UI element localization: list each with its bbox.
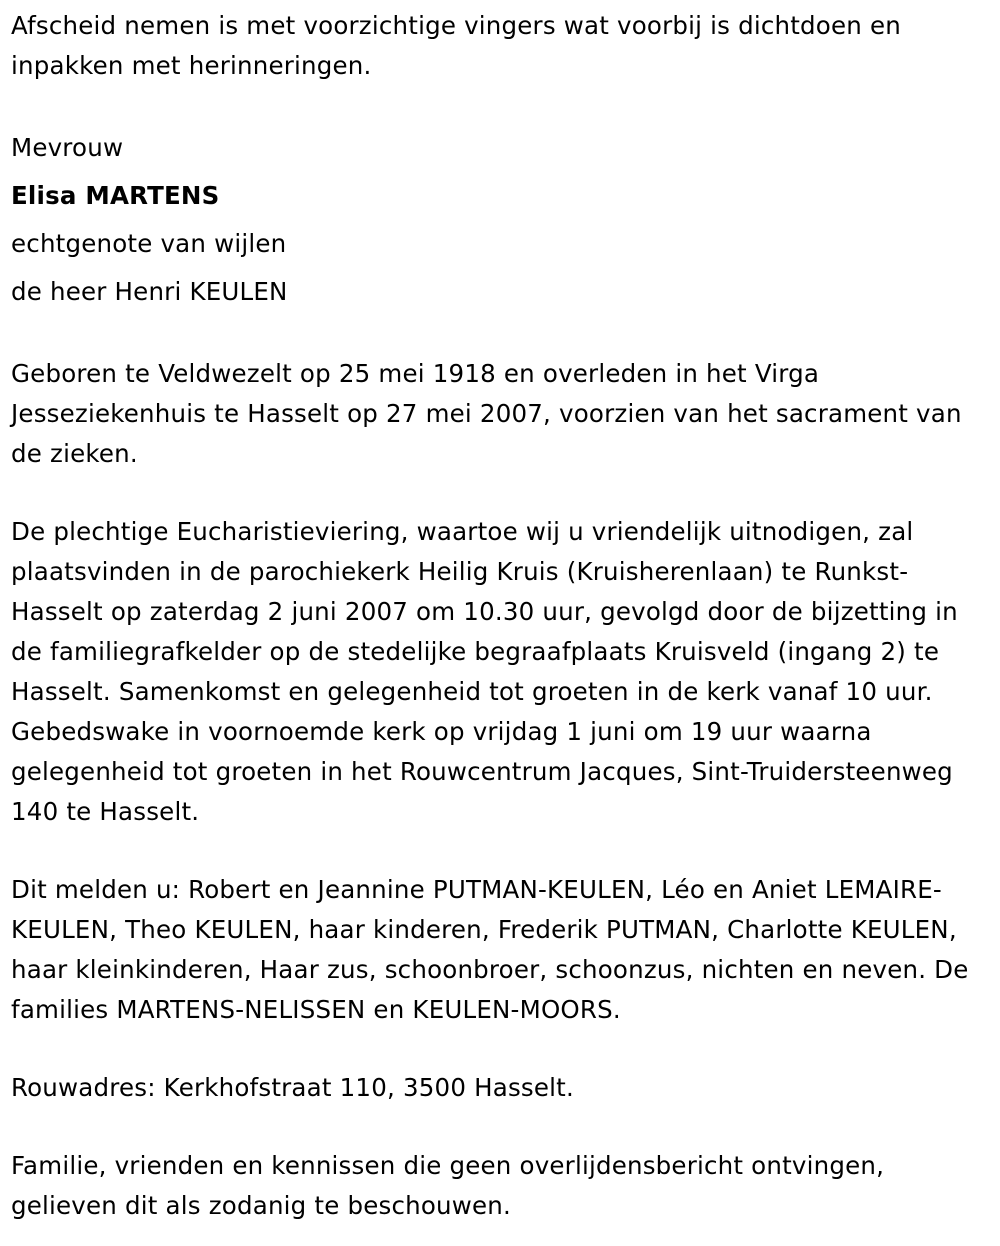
mourning-address: Rouwadres: Kerkhofstraat 110, 3500 Hasselt.: [11, 1073, 574, 1102]
deceased-name: Elisa MARTENS: [11, 181, 220, 210]
announcers-paragraph: Dit melden u: Robert en Jeannine PUTMAN-KEULEN, Léo en Aniet LEMAIRE-KEULEN, Theo KEULEN, haar kinderen, Frederik PUTMAN, Charlotte KEULEN, haar kleinkinderen, Haar zus, schoonbroer, schoonzus, nichten en neven. De families MARTENS-NELISSEN en KEULEN-MOORS.: [11, 875, 969, 1024]
relation-line-1: echtgenote van wijlen: [11, 229, 287, 258]
relation-line-2: de heer Henri KEULEN: [11, 277, 288, 306]
salutation: Mevrouw: [11, 133, 124, 162]
intro-quote: Afscheid nemen is met voorzichtige vingers wat voorbij is dichtdoen en inpakken met herinneringen.: [11, 11, 901, 80]
closing-paragraph: Familie, vrienden en kennissen die geen overlijdensbericht ontvingen, gelieven dit als zodanig te beschouwen.: [11, 1151, 885, 1220]
ceremony-paragraph: De plechtige Eucharistieviering, waartoe wij u vriendelijk uitnodigen, zal plaatsvinden in de parochiekerk Heilig Kruis (Kruisherenlaan) te Runkst-Hasselt op zaterdag 2 juni 2007 om 10.30 uur, gevolgd door de bijzetting in de familiegrafkelder op de stedelijke begraafplaats Kruisveld (ingang 2) te Hasselt. Samenkomst en gelegenheid tot groeten in de kerk vanaf 10 uur. Gebedswake in voornoemde kerk op vrijdag 1 juni om 19 uur waarna gelegenheid tot groeten in het Rouwcentrum Jacques, Sint-Truidersteenweg 140 te Hasselt.: [11, 517, 958, 826]
birth-death-paragraph: Geboren te Veldwezelt op 25 mei 1918 en overleden in het Virga Jesseziekenhuis te Hasselt op 27 mei 2007, voorzien van het sacrament van de zieken.: [11, 359, 962, 468]
